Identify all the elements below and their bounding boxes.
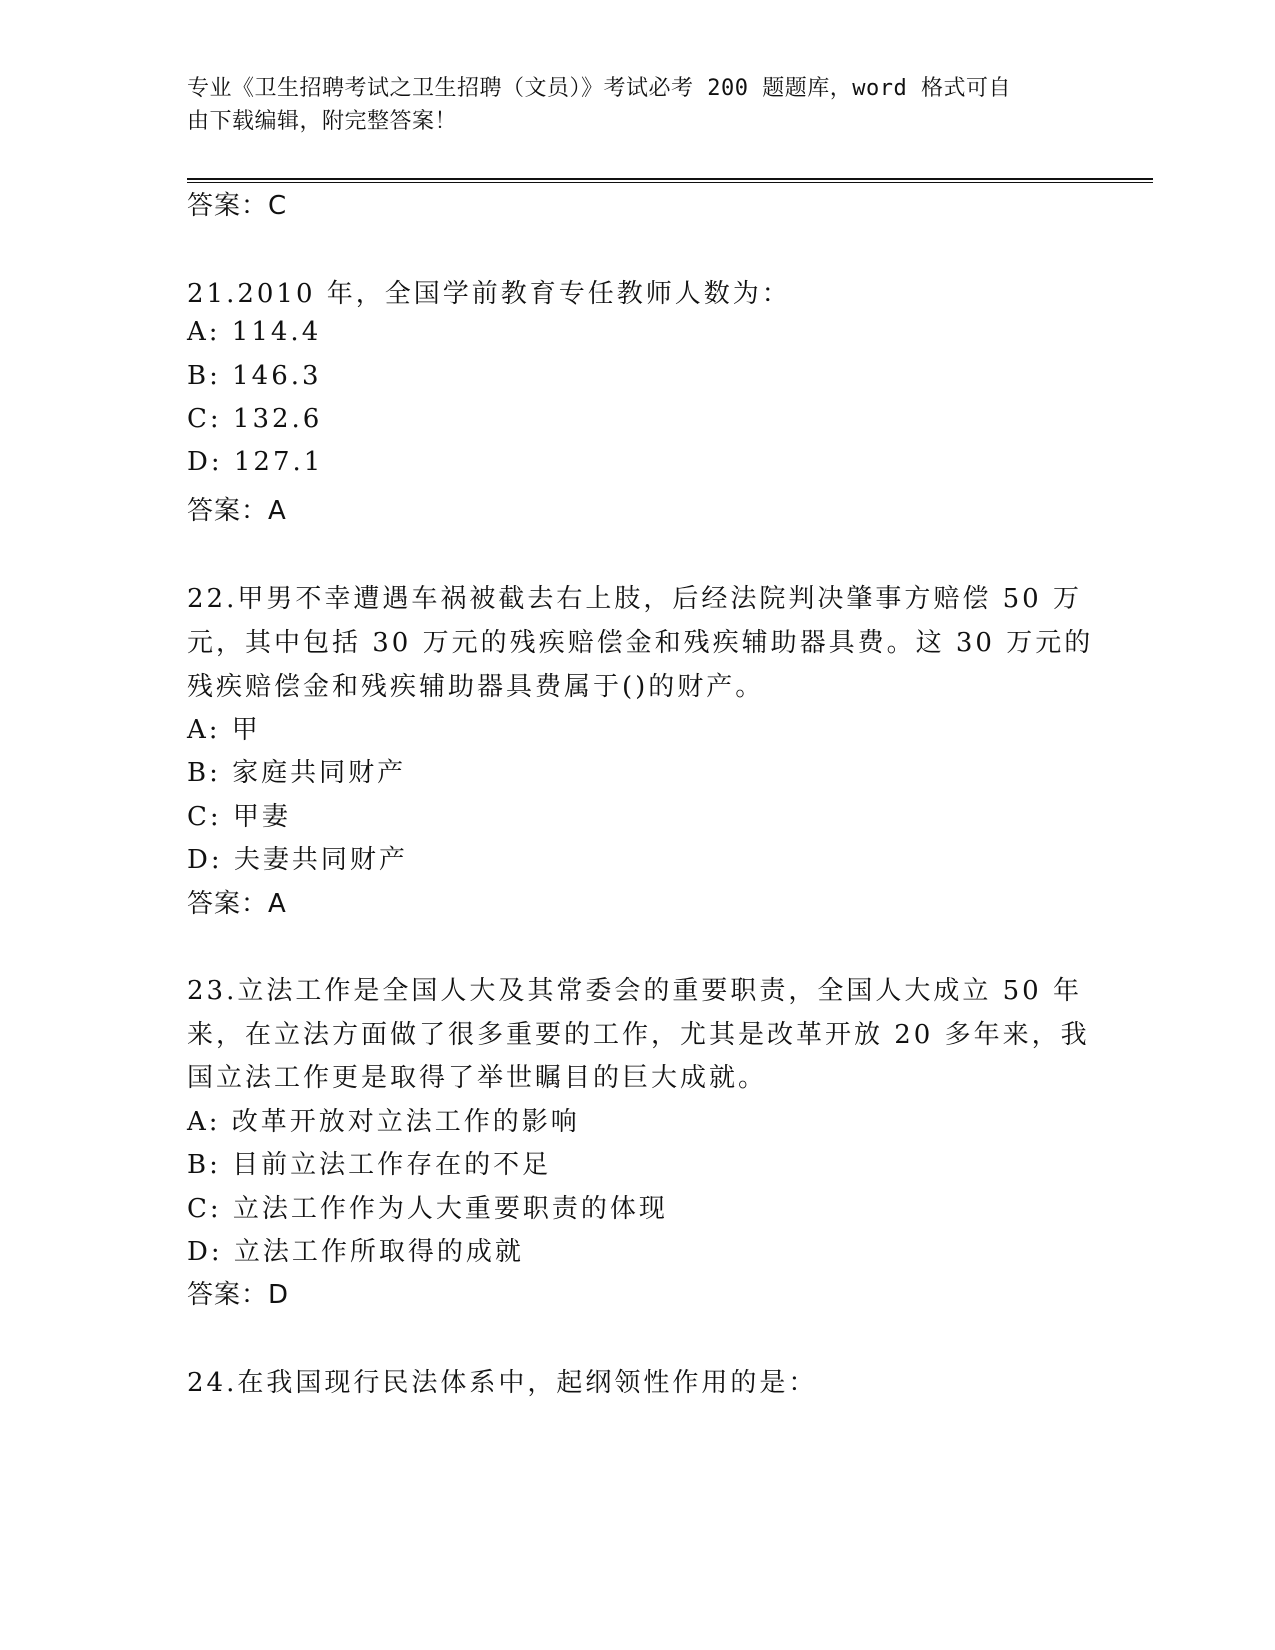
question-22-stem-line-3: 残疾赔偿金和残疾辅助器具费属于()的财产。 (187, 672, 765, 702)
question-23-stem-line-3: 国立法工作更是取得了举世瞩目的巨大成就。 (187, 1063, 768, 1093)
question-22-stem-line-2: 元，其中包括 30 万元的残疾赔偿金和残疾辅助器具费。这 30 万元的 (187, 628, 1094, 658)
header-divider-thick (187, 178, 1153, 180)
header-divider-thin (187, 182, 1153, 183)
page-header (187, 72, 1067, 138)
question-22-option-d: D: 夫妻共同财产 (187, 845, 408, 875)
question-24-stem-line-1: 24.在我国现行民法体系中，起纲领性作用的是： (187, 1368, 818, 1398)
question-21-answer: 答案：A (187, 496, 287, 526)
header-line-2: 由下载编辑，附完整答案！ (187, 109, 458, 134)
question-22-option-b: B: 家庭共同财产 (187, 758, 407, 788)
question-23-option-c: C: 立法工作作为人大重要职责的体现 (187, 1194, 668, 1224)
question-21-option-c: C: 132.6 (187, 404, 323, 434)
question-21-option-d: D: 127.1 (187, 447, 324, 477)
question-23-option-d: D: 立法工作所取得的成就 (187, 1237, 524, 1267)
header-line-1: 专业《卫生招聘考试之卫生招聘（文员）》考试必考 200 题题库，word 格式可自 (187, 76, 1011, 101)
question-23-answer: 答案：D (187, 1280, 290, 1310)
question-21-stem-line-1: 21.2010 年，全国学前教育专任教师人数为： (187, 279, 791, 309)
question-22-stem-line-1: 22.甲男不幸遭遇车祸被截去右上肢，后经法院判决肇事方赔偿 50 万 (187, 584, 1082, 614)
question-21-option-a: A: 114.4 (187, 317, 322, 347)
question-23-stem-line-2: 来，在立法方面做了很多重要的工作，尤其是改革开放 20 多年来，我 (187, 1020, 1090, 1050)
question-22-answer: 答案：A (187, 889, 287, 919)
previous-answer: 答案：C (187, 191, 288, 221)
question-23-stem-line-1: 23.立法工作是全国人大及其常委会的重要职责，全国人大成立 50 年 (187, 976, 1082, 1006)
question-21-option-b: B: 146.3 (187, 361, 322, 391)
question-22-option-a: A: 甲 (187, 715, 261, 745)
question-22-option-c: C: 甲妻 (187, 802, 291, 832)
question-23-option-a: A: 改革开放对立法工作的影响 (187, 1107, 580, 1137)
question-23-option-b: B: 目前立法工作存在的不足 (187, 1150, 552, 1180)
